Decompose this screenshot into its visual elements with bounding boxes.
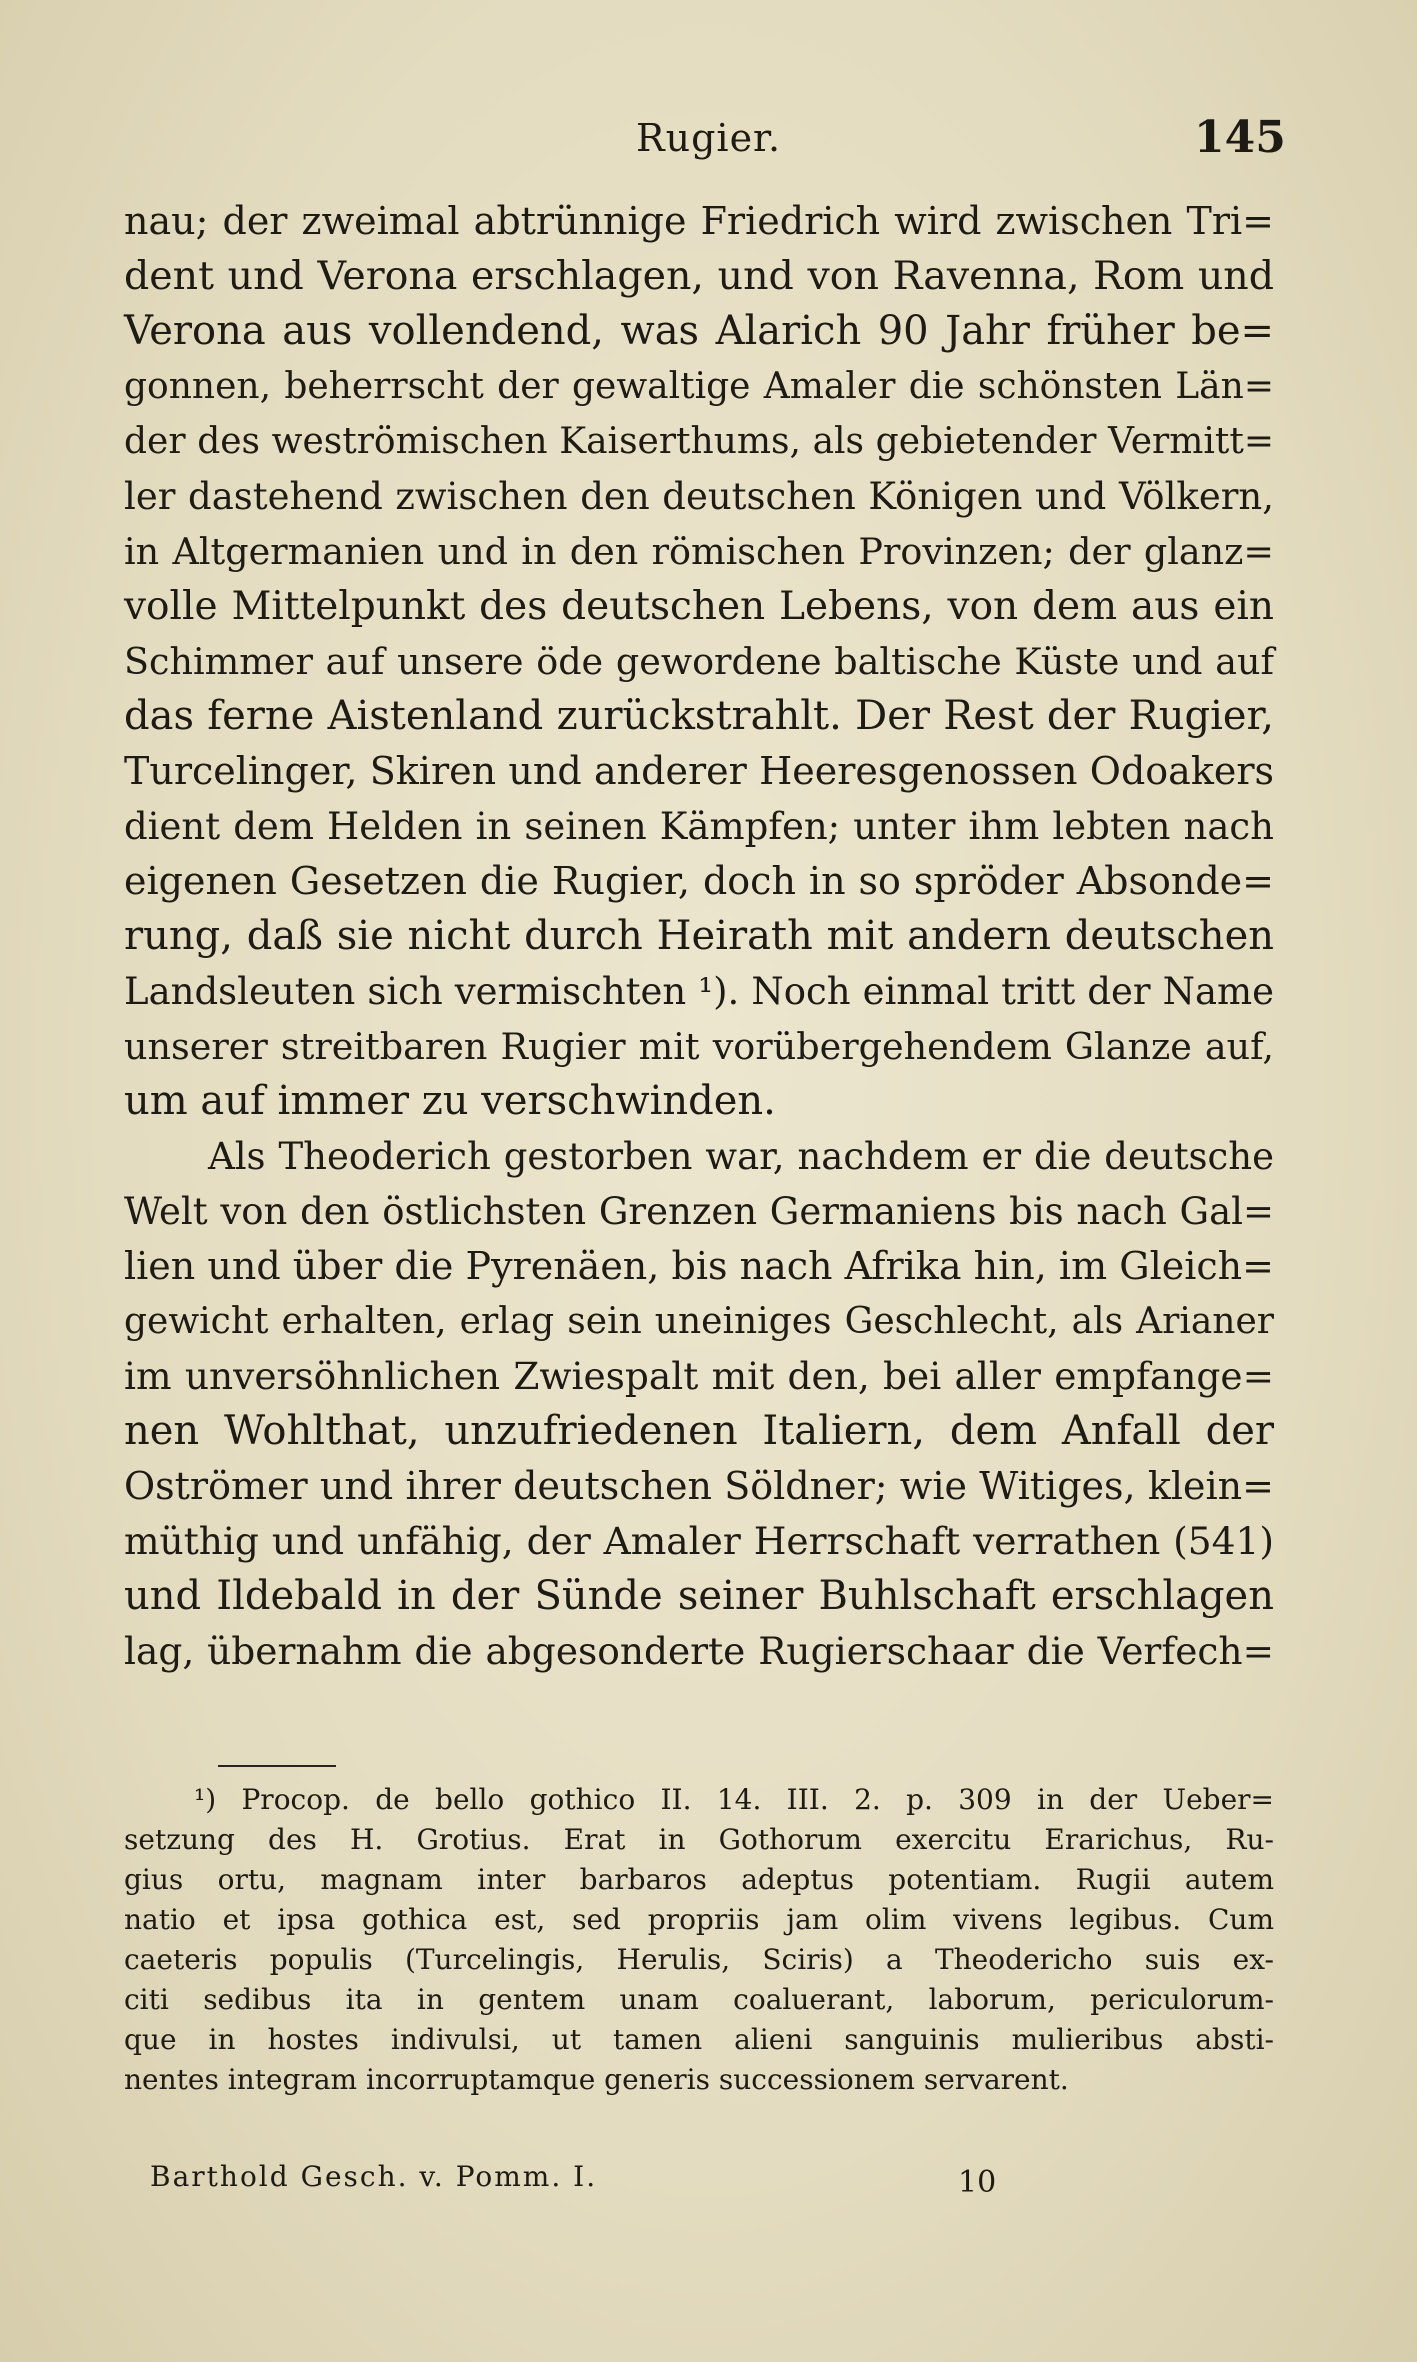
footnote-line: setzung des H. Grotius. Erat in Gothorum exercitu Erarichus, Ru-	[124, 1823, 1274, 1856]
text-line: gonnen, beherrscht der gewaltige Amaler die schönsten Län=	[124, 366, 1274, 407]
footnote-divider	[218, 1765, 336, 1767]
page-number: 145	[1194, 112, 1286, 163]
text-line: Welt von den östlichsten Grenzen Germaniens bis nach Gal=	[124, 1190, 1274, 1233]
running-title: Rugier.	[636, 116, 782, 160]
text-line: dient dem Helden in seinen Kämpfen; unter ihm lebten nach	[124, 805, 1274, 848]
footnote-line: gius ortu, magnam inter barbaros adeptus potentiam. Rugii autem	[124, 1863, 1274, 1896]
text-line: eigenen Gesetzen die Rugier, doch in so spröder Absonde=	[124, 859, 1274, 903]
body-text	[124, 194, 1274, 1679]
footnote-line: ¹) Procop. de bello gothico II. 14. III. 2. p. 309 in der Ueber=	[194, 1783, 1274, 1816]
printer-signature: Barthold Gesch. v. Pomm. I.	[150, 2160, 598, 2193]
text-line: nau; der zweimal abtrünnige Friedrich wird zwischen Tri=	[124, 199, 1274, 243]
text-line: ler dastehend zwischen den deutschen Königen und Völkern,	[124, 475, 1274, 518]
text-line: Landsleuten sich vermischten ¹). Noch einmal tritt der Name	[124, 970, 1274, 1013]
footnote-line: natio et ipsa gothica est, sed propriis jam olim vivens legibus. Cum	[124, 1903, 1274, 1936]
text-line: Als Theoderich gestorben war, nachdem er die deutsche	[208, 1135, 1274, 1178]
text-line: in Altgermanien und in den römischen Provinzen; der glanz=	[124, 530, 1274, 573]
footnote-line: que in hostes indivulsi, ut tamen alieni sanguinis mulieribus absti-	[124, 2023, 1274, 2056]
text-line: der des weströmischen Kaiserthums, als gebietender Vermitt=	[124, 421, 1274, 462]
text-line: nen Wohlthat, unzufriedenen Italiern, dem Anfall der	[124, 1408, 1274, 1454]
text-line: im unversöhnlichen Zwiespalt mit den, bei aller empfange=	[124, 1354, 1274, 1398]
sheet-number: 10	[958, 2165, 997, 2200]
text-line: gewicht erhalten, erlag sein uneiniges Geschlecht, als Arianer	[124, 1301, 1274, 1342]
text-line: rung, daß sie nicht durch Heirath mit andern deutschen	[124, 913, 1274, 959]
footnotes	[124, 1780, 1274, 2100]
text-line: unserer streitbaren Rugier mit vorübergehendem Glanze auf,	[124, 1025, 1274, 1068]
footnote-line: citi sedibus ita in gentem unam coaluerant, laborum, periculorum-	[124, 1983, 1274, 2016]
text-line: Turcelinger, Skiren und anderer Heeresgenossen Odoakers	[124, 749, 1274, 793]
text-line: lien und über die Pyrenäen, bis nach Afrika hin, im Gleich=	[124, 1244, 1274, 1288]
text-line: Schimmer auf unsere öde gewordene baltische Küste und auf	[124, 640, 1274, 683]
text-line: um auf immer zu verschwinden.	[124, 1078, 776, 1124]
text-line: lag, übernahm die abgesonderte Rugierschaar die Verfech=	[124, 1629, 1274, 1673]
footnote-line: caeteris populis (Turcelingis, Herulis, Sciris) a Theodericho suis ex-	[124, 1943, 1274, 1976]
text-line: und Ildebald in der Sünde seiner Buhlschaft erschlagen	[124, 1573, 1274, 1619]
text-line: dent und Verona erschlagen, und von Ravenna, Rom und	[124, 253, 1274, 299]
text-line: volle Mittelpunkt des deutschen Lebens, von dem aus ein	[124, 584, 1274, 629]
text-line: Verona aus vollendend, was Alarich 90 Jahr früher be=	[124, 308, 1274, 354]
footnote-line: nentes integram incorruptamque generis successionem servarent.	[124, 2063, 1069, 2096]
text-line: Oströmer und ihrer deutschen Söldner; wie Witiges, klein=	[124, 1464, 1274, 1508]
text-line: das ferne Aistenland zurückstrahlt. Der Rest der Rugier,	[124, 693, 1274, 739]
text-line: müthig und unfähig, der Amaler Herrschaft verrathen (541)	[124, 1519, 1274, 1563]
